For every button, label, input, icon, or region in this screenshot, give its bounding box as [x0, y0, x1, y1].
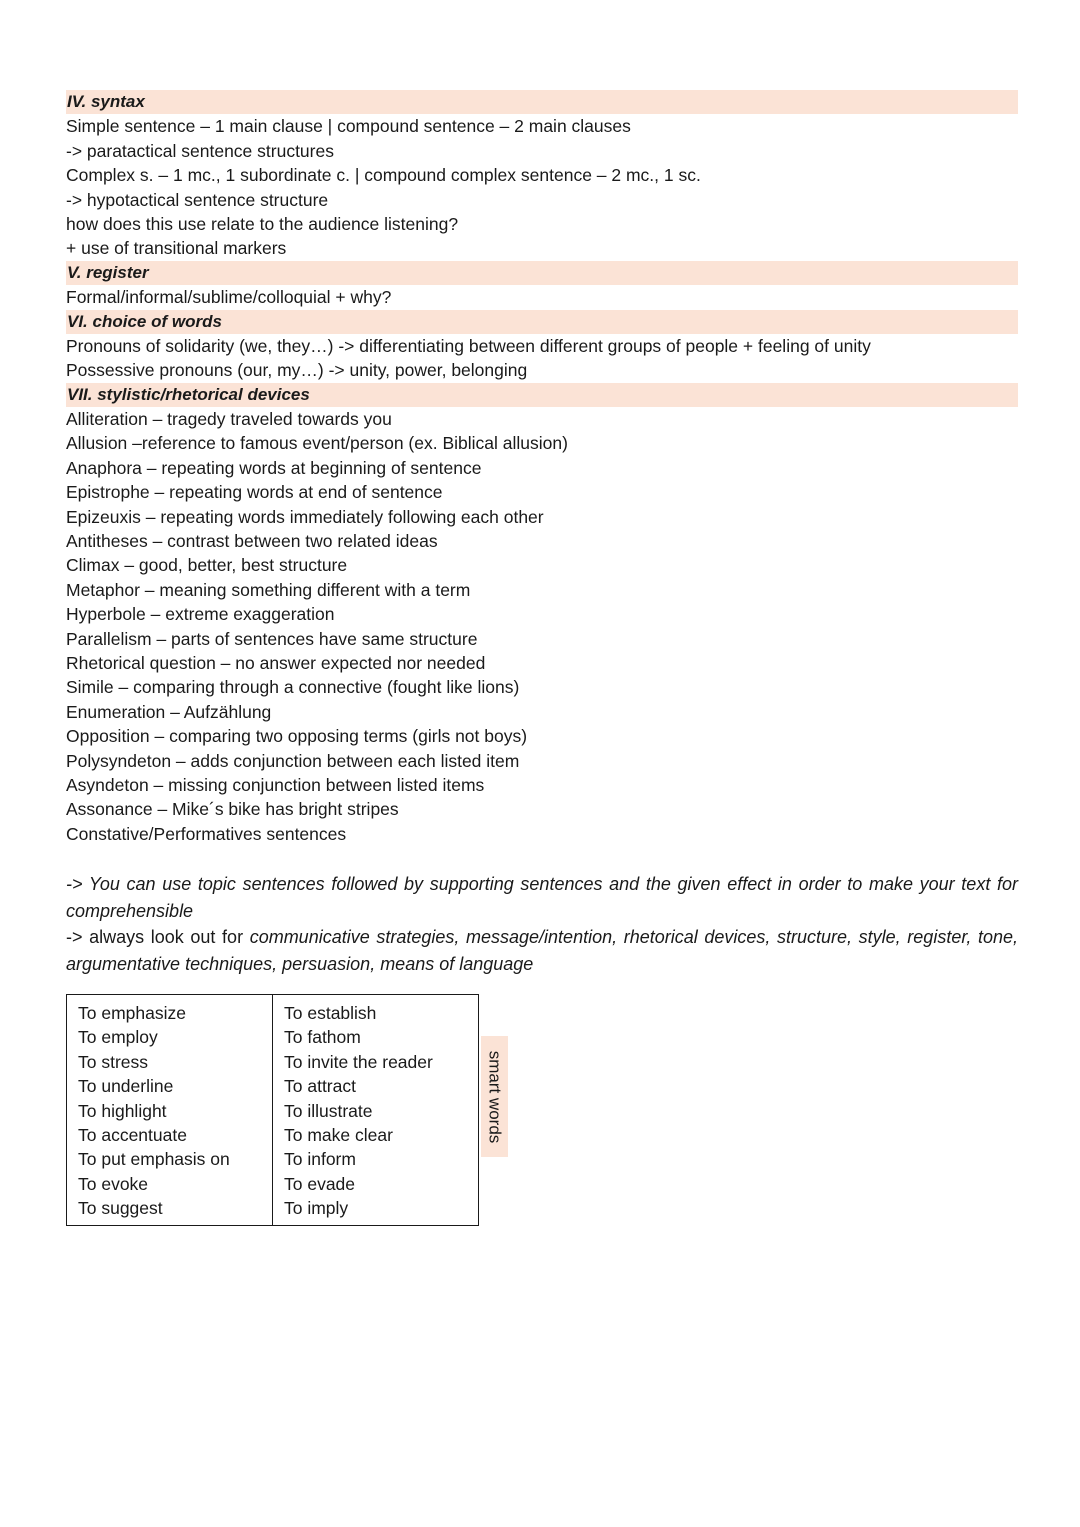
section-line: + use of transitional markers: [66, 238, 287, 259]
section-heading: VI. choice of words: [66, 310, 1018, 334]
device-line: Rhetorical question – no answer expected nor needed: [66, 652, 486, 673]
device-line: Allusion –reference to famous event/person (ex. Biblical allusion): [66, 433, 568, 454]
device-line: Alliteration – tragedy traveled towards you: [66, 409, 392, 430]
smart-word: To evoke: [78, 1173, 149, 1194]
smart-word: To imply: [284, 1198, 349, 1219]
device-line: Constative/Performatives sentences: [66, 823, 347, 844]
smart-word: To accentuate: [78, 1125, 187, 1146]
smart-words-label-text: smart words: [485, 1050, 505, 1143]
smart-word: To illustrate: [284, 1100, 373, 1121]
smart-word: To stress: [78, 1051, 149, 1072]
section-stylistic-devices: [66, 383, 1018, 846]
smart-word: To emphasize: [78, 1003, 186, 1023]
smart-word: To fathom: [284, 1027, 361, 1048]
smart-word: To put emphasis on: [78, 1149, 230, 1170]
smart-words-column-2: [273, 995, 479, 1226]
section-register: [66, 261, 1018, 310]
device-line: Asyndeton – missing conjunction between listed items: [66, 774, 485, 795]
device-line: Climax – good, better, best structure: [66, 555, 348, 576]
smart-word: To establish: [284, 1003, 377, 1023]
device-line: Epizeuxis – repeating words immediately following each other: [66, 506, 544, 527]
smart-word: To suggest: [78, 1198, 163, 1219]
device-line: Enumeration – Aufzählung: [66, 701, 272, 722]
study-tips: [66, 871, 1018, 977]
smart-word: To evade: [284, 1173, 356, 1194]
smart-words-label: [481, 1036, 508, 1157]
smart-word: To make clear: [284, 1125, 393, 1146]
section-line: -> paratactical sentence structures: [66, 140, 334, 161]
device-line: Metaphor – meaning something different with a term: [66, 579, 471, 600]
section-line: -> hypotactical sentence structure: [66, 189, 329, 210]
smart-word: To highlight: [78, 1100, 167, 1121]
smart-word: To inform: [284, 1149, 356, 1170]
section-line: how does this use relate to the audience listening?: [66, 213, 459, 234]
device-line: Opposition – comparing two opposing terms (girls not boys): [66, 726, 528, 747]
tip-items: communicative strategies, message/intention, rhetorical devices, structure, style, register, tone, argumentative techniques, persuasion, means of language: [66, 927, 1018, 974]
section-line: Pronouns of solidarity (we, they…) -> differentiating between different groups of people + feeling of unity: [66, 335, 871, 356]
tip-prefix: -> always look out for: [66, 927, 250, 947]
section-choice-of-words: [66, 310, 1018, 383]
section-line: Possessive pronouns (our, my…) -> unity, power, belonging: [66, 360, 528, 381]
smart-words-column-1: [67, 995, 273, 1226]
section-syntax: [66, 90, 1018, 261]
device-line: Simile – comparing through a connective (fought like lions): [66, 677, 520, 698]
section-heading: V. register: [66, 261, 1018, 285]
smart-word: To invite the reader: [284, 1051, 433, 1072]
smart-word: To attract: [284, 1076, 356, 1097]
tip-topic-sentences: -> You can use topic sentences followed by supporting sentences and the given effect in order to make your text for comprehensible: [66, 874, 1018, 921]
section-line: Simple sentence – 1 main clause | compound sentence – 2 main clauses: [66, 116, 631, 137]
section-heading: VII. stylistic/rhetorical devices: [66, 383, 1018, 407]
device-line: Hyperbole – extreme exaggeration: [66, 604, 335, 625]
device-line: Assonance – Mike´s bike has bright stripes: [66, 799, 399, 820]
device-line: Epistrophe – repeating words at end of sentence: [66, 482, 443, 503]
section-line: Complex s. – 1 mc., 1 subordinate c. | compound complex sentence – 2 mc., 1 sc.: [66, 165, 701, 186]
device-line: Anaphora – repeating words at beginning of sentence: [66, 457, 482, 478]
device-line: Polysyndeton – adds conjunction between each listed item: [66, 750, 520, 771]
tip-look-out-for: [66, 924, 1018, 977]
smart-word: To underline: [78, 1076, 174, 1097]
section-heading: IV. syntax: [66, 90, 1018, 114]
smart-word: To employ: [78, 1027, 158, 1048]
smart-words-table: [66, 994, 479, 1226]
notes-page: [66, 90, 1018, 846]
device-line: Antitheses – contrast between two related ideas: [66, 531, 438, 552]
section-line: Formal/informal/sublime/colloquial + why?: [66, 287, 392, 308]
device-line: Parallelism – parts of sentences have same structure: [66, 628, 478, 649]
